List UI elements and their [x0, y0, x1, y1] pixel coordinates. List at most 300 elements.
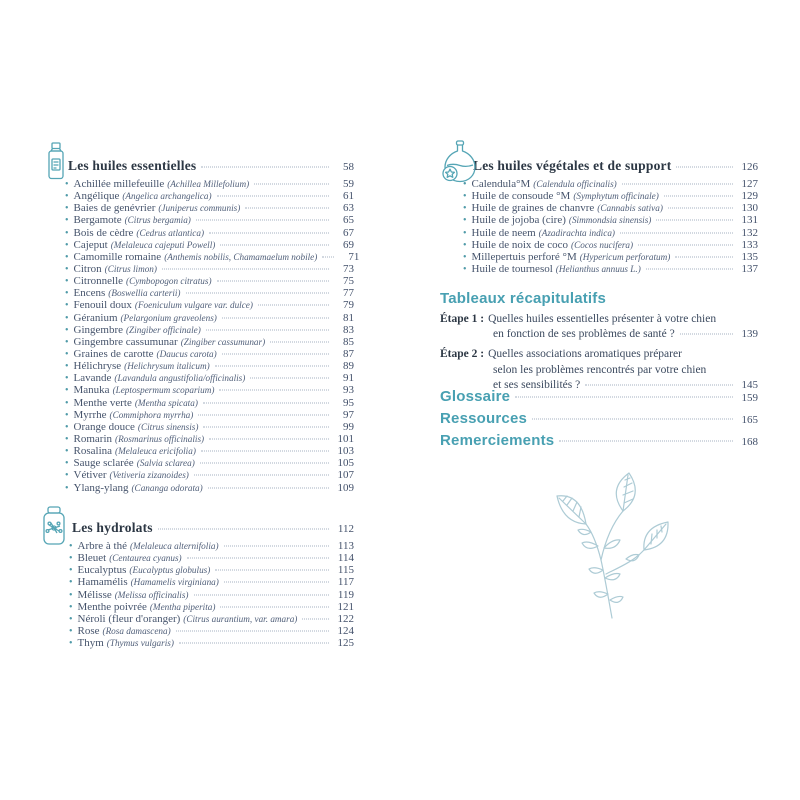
toc-entry — [463, 214, 758, 226]
bullet-marker: • — [65, 433, 69, 445]
dot-leader — [250, 378, 329, 379]
bullet-marker: • — [69, 589, 73, 601]
entry-name: Hélichryse — [73, 360, 122, 373]
bullet-marker: • — [69, 577, 73, 589]
entry-latin-name: (Citrus bergamia) — [124, 215, 191, 226]
entry-latin-name: (Melaleuca ericifolia) — [115, 446, 196, 457]
entry-name: Angélique — [73, 190, 120, 203]
dot-leader — [206, 329, 329, 330]
entry-page-number: 159 — [741, 392, 758, 404]
entry-page-number: 67 — [343, 226, 354, 239]
dot-leader — [196, 220, 329, 221]
toc-entry — [65, 421, 354, 433]
entry-name: Huile de noix de coco — [471, 238, 569, 251]
section-tableaux-recapitulatifs — [440, 290, 758, 393]
entry-name: Bergamote — [73, 214, 122, 227]
section-page-number: 112 — [337, 523, 354, 535]
bullet-marker: • — [65, 373, 69, 385]
essential-oil-bottle-icon — [46, 142, 66, 180]
entry-latin-name: (Juniperus communis) — [158, 203, 241, 214]
entry-name: Ylang-ylang — [73, 481, 129, 494]
dot-leader — [209, 438, 329, 439]
entry-name: Camomille romaine — [73, 250, 162, 263]
dot-leader — [217, 281, 329, 282]
dot-leader — [668, 208, 733, 209]
section-title: Les huiles végétales et de support — [473, 158, 672, 173]
bullet-marker: • — [69, 638, 73, 650]
entry-latin-name: (Citrus aurantium, var. amara) — [183, 613, 298, 624]
entry-page-number: 59 — [343, 178, 354, 190]
entry-name: Menthe poivrée — [77, 600, 147, 613]
dot-leader — [200, 463, 329, 464]
step-text: Quelles huiles essentielles présenter à votre chien — [488, 313, 717, 325]
entry-latin-name: (Helianthus annuus L.) — [555, 263, 641, 274]
bullet-marker: • — [65, 288, 69, 300]
toc-entry — [65, 178, 354, 190]
entry-name: Gingembre cassumunar — [73, 335, 178, 348]
toc-entry — [463, 263, 758, 275]
dot-leader — [532, 419, 733, 420]
entry-page-number: 95 — [343, 396, 354, 409]
toc-entry — [463, 178, 758, 190]
toc-entry — [65, 250, 360, 263]
entry-name: Achillée millefeuille — [73, 178, 165, 190]
dot-leader — [186, 293, 330, 294]
plant-sprig-illustration — [534, 466, 679, 621]
entry-page-number: 73 — [343, 262, 354, 275]
toc-entry — [65, 312, 354, 324]
entry-name: Huile de jojoba (cire) — [471, 214, 566, 227]
entry-name: Sauge sclarée — [73, 457, 134, 470]
bullet-marker: • — [65, 179, 69, 190]
entry-page-number: 105 — [337, 457, 354, 470]
bullet-marker: • — [463, 263, 467, 275]
dot-leader — [322, 256, 334, 257]
entry-page-number: 65 — [343, 214, 354, 227]
dot-leader — [664, 196, 733, 197]
step-page-number: 145 — [741, 378, 758, 391]
entry-name: Citronnelle — [73, 275, 124, 288]
bullet-marker: • — [65, 203, 69, 215]
entry-page-number: 97 — [343, 408, 354, 421]
dot-leader — [622, 184, 733, 185]
entry-latin-name: (Mentha spicata) — [134, 397, 198, 408]
bullet-marker: • — [65, 421, 69, 433]
dot-leader — [179, 643, 329, 644]
toc-entry — [65, 457, 354, 469]
section-huiles-vegetales — [440, 140, 758, 275]
toc-entry — [65, 482, 354, 494]
entry-page-number: 127 — [741, 178, 758, 190]
step-text: Quelles associations aromatiques préparer — [488, 348, 682, 361]
dot-leader — [176, 630, 329, 631]
entry-latin-name: (Achillea Millefolium) — [167, 179, 250, 189]
toc-entry — [65, 372, 354, 384]
toc-entry — [463, 190, 758, 202]
entry-page-number: 165 — [741, 414, 758, 426]
entry-name: Bleuet — [77, 552, 107, 565]
dot-leader — [215, 570, 329, 571]
bullet-marker: • — [65, 239, 69, 251]
entry-latin-name: (Symphytum officinale) — [573, 191, 659, 202]
entry-latin-name: (Rosmarinus officinalis) — [115, 433, 205, 444]
bullet-marker: • — [463, 251, 467, 263]
dot-leader — [254, 184, 329, 185]
entry-page-number: 77 — [343, 287, 354, 300]
toc-entry — [65, 469, 354, 481]
bullet-marker: • — [65, 215, 69, 227]
entry-latin-name: (Cananga odorata) — [131, 482, 203, 493]
dot-leader — [220, 606, 329, 607]
dot-leader — [222, 353, 329, 354]
entry-name: Hamamélis — [77, 576, 128, 589]
dot-leader — [194, 475, 329, 476]
bullet-marker: • — [65, 385, 69, 397]
hydrolat-jar-icon — [40, 506, 68, 546]
entry-page-number: 89 — [343, 360, 354, 373]
toc-entry — [65, 409, 354, 421]
entry-latin-name: (Hypericum perforatum) — [579, 251, 671, 262]
entry-name: Néroli (fleur d'oranger) — [77, 612, 181, 625]
toc-entry — [69, 576, 354, 588]
toc-entry — [65, 433, 354, 445]
bullet-marker: • — [69, 625, 73, 637]
step-page-number: 139 — [741, 328, 758, 341]
section-page-number: 126 — [741, 161, 758, 173]
entry-page-number: 61 — [343, 190, 354, 203]
bullet-marker: • — [65, 361, 69, 373]
entry-latin-name: (Cannabis sativa) — [597, 203, 663, 214]
toc-entry — [69, 564, 354, 576]
flask-star-icon — [440, 140, 480, 184]
dot-leader — [675, 256, 733, 257]
entry-latin-name: (Calendula officinalis) — [533, 179, 617, 189]
toc-entry — [65, 384, 354, 396]
entry-latin-name: (Melissa officinalis) — [114, 589, 189, 600]
dot-leader — [215, 366, 329, 367]
toc-entry — [65, 227, 354, 239]
vegetal-oils-list — [440, 178, 758, 275]
entry-name: Rose — [77, 624, 100, 637]
entry-latin-name: (Centaurea cyanus) — [109, 553, 182, 564]
entry-page-number: 109 — [337, 481, 354, 494]
bullet-marker: • — [69, 565, 73, 577]
dot-leader — [245, 208, 329, 209]
dot-leader — [203, 402, 329, 403]
bullet-marker: • — [65, 227, 69, 239]
bullet-marker: • — [69, 553, 73, 565]
entry-latin-name: (Pelargonium graveolens) — [120, 312, 217, 323]
entry-page-number: 93 — [343, 384, 354, 397]
entry-page-number: 132 — [741, 226, 758, 239]
bullet-marker: • — [65, 324, 69, 336]
etape-2 — [440, 347, 758, 393]
entry-page-number: 85 — [343, 335, 354, 348]
entry-name: Cajeput — [73, 238, 108, 251]
dot-leader — [201, 451, 329, 452]
entry-latin-name: (Cocos nucifera) — [571, 239, 634, 250]
entry-name: Remerciements — [440, 432, 555, 449]
entry-page-number: 81 — [343, 311, 354, 324]
toc-entry — [65, 202, 354, 214]
entry-latin-name: (Citrus sinensis) — [137, 421, 199, 432]
dot-leader — [638, 244, 733, 245]
bullet-marker: • — [65, 482, 69, 494]
entry-name: Bois de cèdre — [73, 226, 134, 239]
entry-latin-name: (Daucus carota) — [156, 348, 217, 359]
entry-page-number: 129 — [741, 190, 758, 203]
back-matter-entry — [440, 432, 758, 454]
bullet-marker: • — [463, 203, 467, 215]
dot-leader — [162, 268, 329, 269]
entry-latin-name: (Zingiber officinale) — [126, 324, 201, 335]
bullet-marker: • — [65, 300, 69, 312]
entry-name: Citron — [73, 262, 102, 275]
section-title: Les huiles essentielles — [68, 158, 197, 173]
toc-entry — [69, 637, 354, 649]
dot-leader — [224, 582, 329, 583]
toc-entry — [69, 552, 354, 564]
entry-page-number: 83 — [343, 323, 354, 336]
bullet-marker: • — [69, 601, 73, 613]
entry-name: Gingembre — [73, 323, 123, 336]
dot-leader — [515, 397, 733, 398]
toc-entry — [65, 299, 354, 311]
dot-leader — [203, 426, 329, 427]
section-hydrolats — [46, 504, 354, 649]
toc-entry — [65, 214, 354, 226]
toc-entry — [65, 445, 354, 457]
back-matter-links — [440, 388, 758, 454]
bullet-marker: • — [69, 541, 73, 552]
entry-name: Calendula°M — [471, 178, 531, 190]
dot-leader — [208, 487, 329, 488]
dot-leader — [656, 220, 733, 221]
dot-leader — [201, 167, 329, 168]
dot-leader — [620, 232, 733, 233]
entry-latin-name: (Vetiveria zizanoides) — [109, 470, 189, 481]
entry-page-number: 130 — [741, 202, 758, 215]
toc-entry — [65, 348, 354, 360]
dot-leader — [224, 546, 329, 547]
entry-page-number: 114 — [337, 552, 354, 565]
entry-name: Menthe verte — [73, 396, 132, 409]
step-label: Étape 2 : — [440, 348, 485, 361]
toc-entry — [65, 360, 354, 372]
entry-name: Vétiver — [73, 469, 107, 482]
entry-latin-name: (Angelica archangelica) — [122, 191, 212, 202]
essential-oils-list — [46, 178, 360, 494]
entry-latin-name: (Cymbopogon citratus) — [126, 276, 212, 287]
entry-name: Mélisse — [77, 588, 112, 601]
entry-name: Eucalyptus — [77, 564, 127, 577]
toc-entry — [69, 589, 354, 601]
entry-latin-name: (Foeniculum vulgare var. dulce) — [134, 300, 253, 311]
dot-leader — [222, 317, 329, 318]
dot-leader — [220, 244, 329, 245]
bullet-marker: • — [463, 179, 467, 190]
bullet-marker: • — [65, 409, 69, 421]
toc-entry — [65, 239, 354, 251]
entry-name: Orange douce — [73, 420, 135, 433]
back-matter-entry — [440, 388, 758, 410]
entry-page-number: 69 — [343, 238, 354, 251]
entry-latin-name: (Melaleuca cajeputi Powell) — [110, 239, 216, 250]
toc-entry — [65, 336, 354, 348]
dot-leader — [680, 334, 733, 335]
entry-name: Géranium — [73, 311, 118, 324]
toc-entry — [69, 601, 354, 613]
entry-name: Arbre à thé — [77, 540, 127, 552]
entry-name: Rosalina — [73, 445, 113, 458]
entry-page-number: 137 — [741, 262, 758, 275]
entry-name: Fenouil doux — [73, 299, 132, 312]
entry-name: Huile de neem — [471, 226, 536, 239]
entry-name: Huile de tournesol — [471, 262, 553, 275]
entry-latin-name: (Salvia sclarea) — [136, 458, 195, 469]
bullet-marker: • — [463, 239, 467, 251]
entry-page-number: 119 — [337, 588, 354, 601]
entry-page-number: 135 — [741, 250, 758, 263]
entry-name: Thym — [77, 637, 104, 650]
dot-leader — [198, 414, 329, 415]
toc-entry — [65, 263, 354, 275]
dot-leader — [585, 384, 733, 385]
entry-latin-name: (Boswellia carterii) — [108, 288, 181, 299]
entry-latin-name: (Rosa damascena) — [102, 625, 171, 636]
toc-entry — [69, 613, 354, 625]
entry-name: Glossaire — [440, 388, 511, 405]
entry-page-number: 91 — [343, 372, 354, 385]
entry-page-number: 131 — [741, 214, 758, 227]
entry-latin-name: (Helichrysum italicum) — [124, 361, 210, 372]
dot-leader — [559, 441, 733, 442]
entry-name: Romarin — [73, 432, 113, 445]
entry-latin-name: (Commiphora myrrha) — [109, 409, 194, 420]
bullet-marker: • — [65, 470, 69, 482]
toc-entry — [65, 397, 354, 409]
section-title: Tableaux récapitulatifs — [440, 290, 607, 307]
section-title: Les hydrolats — [72, 520, 153, 535]
dot-leader — [219, 390, 329, 391]
bullet-marker: • — [65, 276, 69, 288]
bullet-marker: • — [65, 263, 69, 275]
entry-latin-name: (Melaleuca alternifolia) — [130, 541, 219, 551]
entry-latin-name: (Simmondsia sinensis) — [568, 215, 652, 226]
entry-name: Encens — [73, 287, 106, 300]
bullet-marker: • — [69, 613, 73, 625]
entry-page-number: 101 — [337, 432, 354, 445]
entry-latin-name: (Leptospermum scoparium) — [112, 385, 215, 396]
toc-entry — [463, 227, 758, 239]
entry-page-number: 87 — [343, 347, 354, 360]
bullet-marker: • — [65, 397, 69, 409]
entry-latin-name: (Cedrus atlantica) — [136, 227, 205, 238]
entry-latin-name: (Lavandula angustifolia/officinalis) — [114, 373, 246, 384]
dot-leader — [676, 167, 733, 168]
entry-page-number: 125 — [337, 637, 354, 650]
dot-leader — [302, 618, 329, 619]
entry-page-number: 115 — [337, 564, 354, 577]
entry-page-number: 133 — [741, 238, 758, 251]
entry-page-number: 122 — [337, 612, 354, 625]
step-text: en fonction de ses problèmes de santé ? — [493, 328, 675, 341]
entry-page-number: 75 — [343, 275, 354, 288]
entry-name: Huile de consoude °M — [471, 190, 571, 203]
entry-latin-name: (Citrus limon) — [104, 263, 157, 274]
step-text: selon les problèmes rencontrés par votre chien — [493, 363, 707, 376]
toc-entry — [65, 287, 354, 299]
entry-latin-name: (Eucalyptus globulus) — [129, 565, 211, 576]
entry-latin-name: (Zingiber cassumunar) — [180, 336, 266, 347]
entry-latin-name: (Mentha piperita) — [149, 601, 216, 612]
entry-page-number: 79 — [343, 299, 354, 312]
toc-entry — [463, 202, 758, 214]
dot-leader — [270, 341, 329, 342]
entry-page-number: 107 — [337, 469, 354, 482]
dot-leader — [217, 196, 329, 197]
toc-entry — [65, 190, 354, 202]
entry-latin-name: (Anthemis nobilis, Chamamaelum nobile) — [164, 251, 318, 262]
entry-page-number: 103 — [337, 445, 354, 458]
entry-latin-name: (Azadirachta indica) — [538, 227, 615, 238]
dot-leader — [209, 232, 329, 233]
step-text: et ses sensibilités ? — [493, 378, 581, 391]
entry-name: Graines de carotte — [73, 347, 154, 360]
toc-entry — [463, 251, 758, 263]
dot-leader — [194, 594, 330, 595]
section-huiles-essentielles — [46, 140, 360, 494]
dot-leader — [187, 558, 329, 559]
entry-name: Millepertuis perforé °M — [471, 250, 577, 263]
step-label: Étape 1 : — [440, 313, 485, 325]
entry-name: Huile de graines de chanvre — [471, 202, 595, 215]
entry-name: Myrrhe — [73, 408, 107, 421]
bullet-marker: • — [65, 251, 69, 263]
etape-1 — [440, 312, 758, 342]
bullet-marker: • — [65, 446, 69, 458]
bullet-marker: • — [65, 458, 69, 470]
entry-page-number: 63 — [343, 202, 354, 215]
bullet-marker: • — [65, 191, 69, 203]
entry-page-number: 121 — [337, 600, 354, 613]
entry-name: Lavande — [73, 372, 112, 385]
entry-latin-name: (Hamamelis virginiana) — [130, 577, 219, 588]
bullet-marker: • — [463, 227, 467, 239]
entry-page-number: 99 — [343, 420, 354, 433]
dot-leader — [646, 268, 733, 269]
bullet-marker: • — [463, 191, 467, 203]
entry-name: Ressources — [440, 410, 528, 427]
toc-entry — [463, 239, 758, 251]
dot-leader — [258, 305, 329, 306]
section-page-number: 58 — [343, 161, 354, 173]
entry-name: Baies de genévrier — [73, 202, 156, 215]
entry-page-number: 168 — [741, 436, 758, 448]
back-matter-entry — [440, 410, 758, 432]
entry-page-number: 124 — [337, 624, 354, 637]
dot-leader — [158, 529, 329, 530]
toc-entry — [69, 540, 354, 552]
bullet-marker: • — [65, 336, 69, 348]
toc-entry — [65, 324, 354, 336]
bullet-marker: • — [65, 312, 69, 324]
entry-page-number: 117 — [337, 576, 354, 589]
entry-latin-name: (Thymus vulgaris) — [106, 638, 174, 649]
toc-entry — [65, 275, 354, 287]
entry-page-number: 113 — [337, 540, 354, 552]
entry-name: Manuka — [73, 384, 110, 397]
